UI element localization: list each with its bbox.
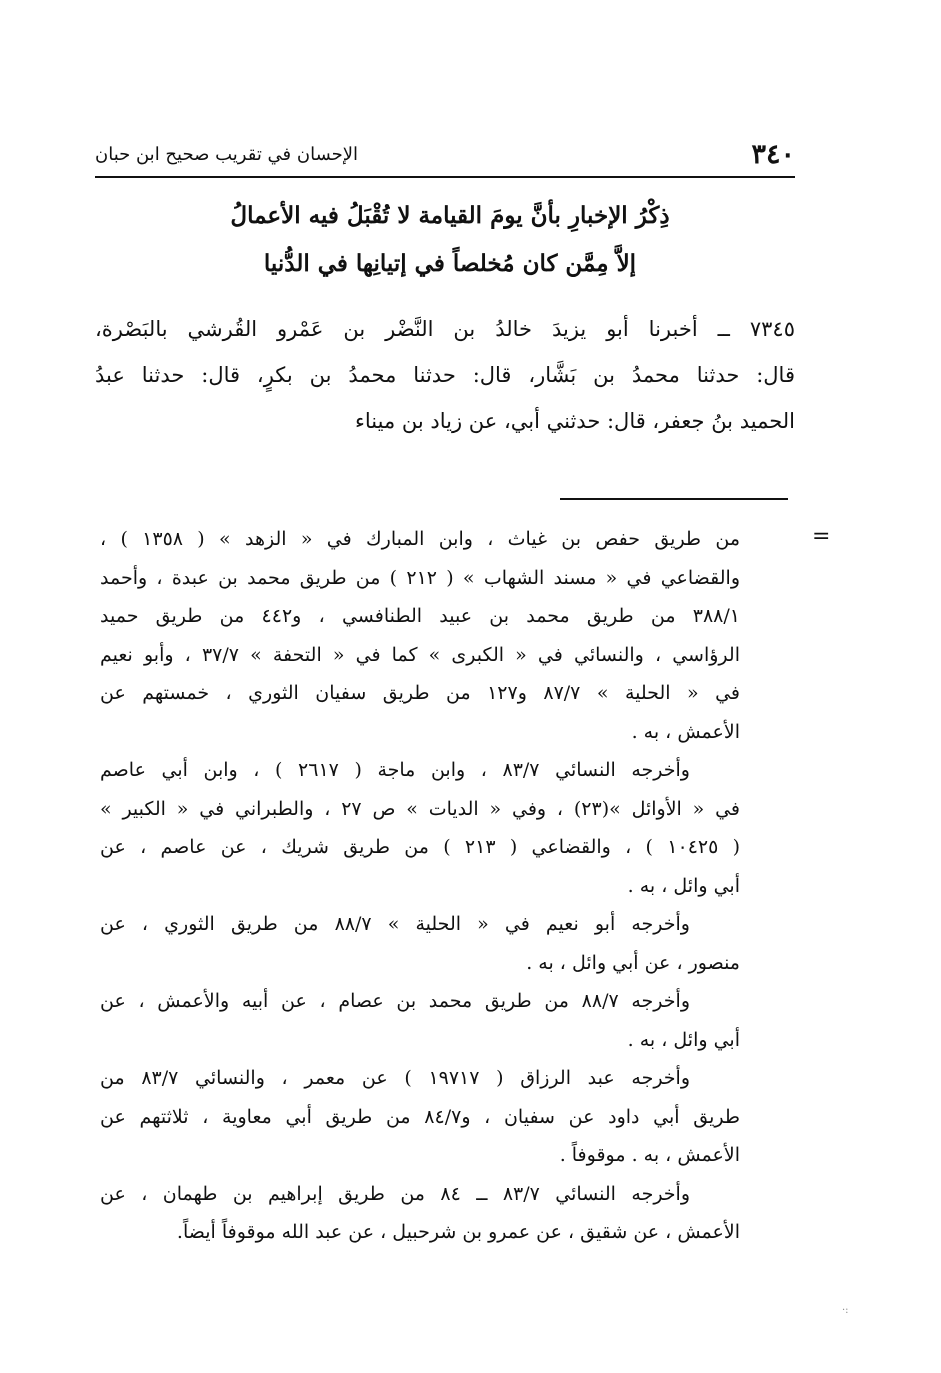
footnote-line: وأخرجه النسائي ٨٣/٧ ــ ٨٤ من طريق إبراهيم بن طهمان ، عن <box>100 1182 690 1205</box>
hadith-line: قال: حدثنا محمدُ بن بَشَّار، قال: حدثنا محمدُ بن بكرٍ، قال: حدثنا عبدُ <box>95 363 795 387</box>
running-title: الإحسان في تقريب صحيح ابن حبان <box>95 144 359 165</box>
footnote-line: من طريق حفص بن غياث ، وابن المبارك في « الزهد » ( ١٣٥٨ ) ، <box>100 528 741 550</box>
footnote-paragraph <box>100 905 740 982</box>
footnotes <box>100 520 740 1252</box>
footnote-line: أبي وائل ، به . <box>627 1028 740 1051</box>
footnote-line: وأخرجه ٨٨/٧ من طريق محمد بن عصام ، عن أبيه والأعمش ، عن <box>100 990 690 1012</box>
footnote-line: منصور ، عن أبي وائل ، به . <box>526 951 740 974</box>
hadith-line: الحميد بنُ جعفر، قال: حدثني أبي، عن زياد بن ميناء <box>355 409 795 433</box>
footnote-line: أبي وائل ، به . <box>627 874 740 897</box>
chapter-heading <box>110 192 790 288</box>
footnote-line: الأعمش ، به . <box>631 720 740 743</box>
footnote-paragraph <box>100 1059 740 1175</box>
footnote-paragraph <box>100 982 740 1059</box>
chapter-heading-line: إلاَّ مِمَّن كان مُخلصاً في إتيانِها في الدُّنيا <box>263 250 637 277</box>
footnote-separator <box>560 498 788 500</box>
page-header <box>95 138 795 174</box>
footnote-line: الأعمش ، عن شقيق ، عن عمرو بن شرحبيل ، عن عبد الله موقوفاً أيضاً. <box>176 1221 740 1243</box>
footnote-line: وأخرجه عبد الرزاق ( ١٩٧١٧ ) عن معمر ، والنسائي ٨٣/٧ من <box>100 1067 691 1089</box>
continuation-mark: = <box>812 524 831 549</box>
header-rule <box>95 176 795 178</box>
footnote-paragraph <box>100 520 740 751</box>
footnote-paragraph <box>100 751 740 905</box>
scan-speck: ·: <box>842 1305 849 1316</box>
footnote-line: ( ١٠٤٢٥ ) ، والقضاعي ( ٢١٣ ) من طريق شريك ، عن عاصم ، عن <box>100 836 741 858</box>
footnote-line: وأخرجه النسائي ٨٣/٧ ، وابن ماجة ( ٢٦١٧ ) ، وابن أبي عاصم <box>100 759 690 781</box>
footnote-paragraph <box>100 1175 740 1252</box>
footnote-line: وأخرجه أبو نعيم في « الحلية » ٨٨/٧ من طريق الثوري ، عن <box>100 913 690 935</box>
footnote-line: ٣٨٨/١ من طريق محمد بن عبيد الطنافسي ، و٤٤٢ من طريق حميد <box>100 605 740 627</box>
footnote-line: والقضاعي في « مسند الشهاب » ( ٢١٢ ) من طريق محمد بن عبدة ، وأحمد <box>100 566 741 589</box>
page-number: ٣٤٠ <box>751 139 795 170</box>
hadith-line: ٧٣٤٥ ــ أخبرنا أبو يزيدَ خالدُ بن النَّضْر بن عَمْرو القُرشي بالبَصْرة، <box>95 317 795 341</box>
footnote-line: في « الحلية » ٨٧/٧ و١٢٧ من طريق سفيان الثوري ، خمستهم عن <box>100 682 740 704</box>
chapter-heading-line: ذِكْرُ الإخبارِ بأنَّ يومَ القيامة لا تُقْبَلُ فيه الأعمالُ <box>230 202 670 229</box>
footnote-line: في « الأوائل »(٢٣) ، وفي « الديات » ص ٢٧ ، والطبراني في « الكبير » <box>100 797 741 820</box>
hadith-text <box>95 306 795 444</box>
footnote-line: الرؤاسي ، والنسائي في « الكبرى » كما في « التحفة » ٣٧/٧ ، وأبو نعيم <box>100 643 740 666</box>
footnote-line: طريق أبي داود عن سفيان ، و٨٤/٧ من طريق أبي معاوية ، ثلاثتهم عن <box>100 1105 740 1128</box>
footnote-line: الأعمش ، به . موقوفاً . <box>559 1144 740 1166</box>
